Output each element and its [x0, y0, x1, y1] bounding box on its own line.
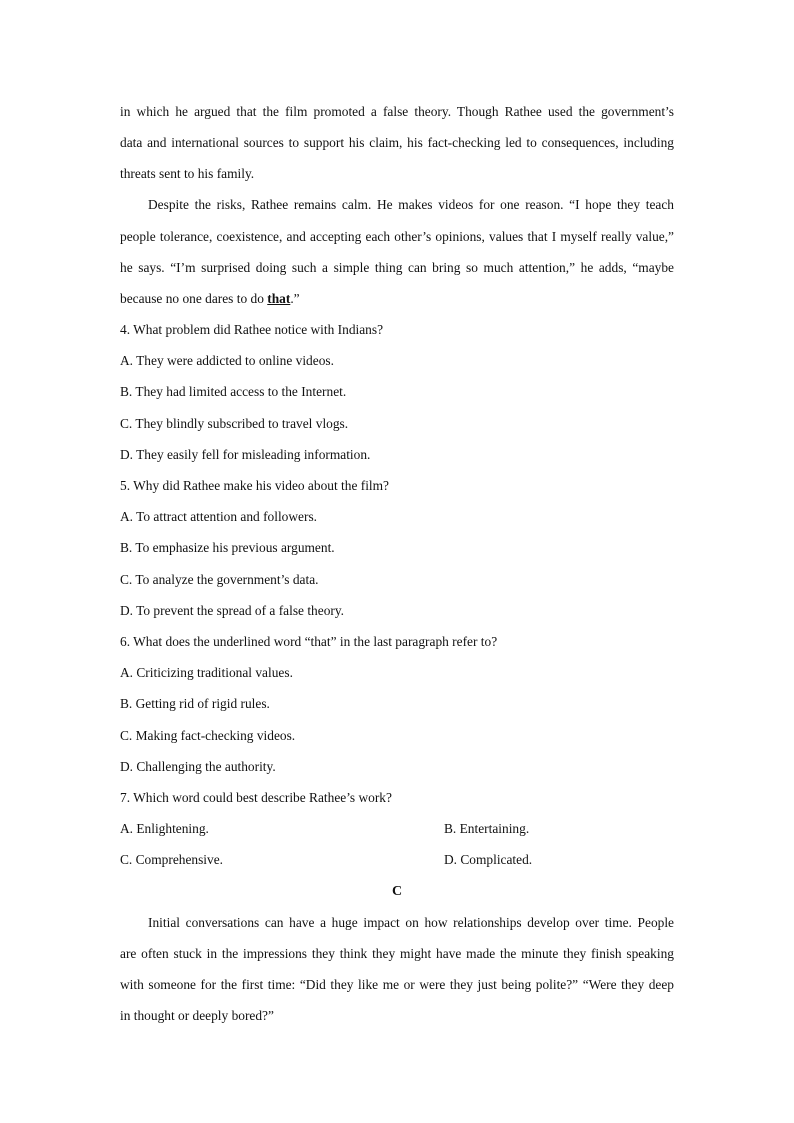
question-4: 4. What problem did Rathee notice with Indians? — [120, 322, 384, 337]
passage-b-p2-line-4 — [120, 290, 300, 308]
question-7: 7. Which word could best describe Rathee’s work? — [120, 790, 392, 805]
passage-b-p2-line-2: people tolerance, coexistence, and accepting each other’s opinions, values that I myself really value,” — [120, 229, 674, 244]
q5-option-d: D. To prevent the spread of a false theory. — [120, 603, 345, 618]
q6-option-a: A. Criticizing traditional values. — [120, 665, 293, 680]
q7-option-b: B. Entertaining. — [444, 821, 530, 836]
q4-option-a: A. They were addicted to online videos. — [120, 353, 334, 368]
q4-option-d: D. They easily fell for misleading information. — [120, 447, 371, 462]
passage-b-p1-line-1: in which he argued that the film promoted a false theory. Though Rathee used the government’s — [120, 104, 674, 119]
q7-option-c: C. Comprehensive. — [120, 852, 224, 867]
passage-b-p1-line-2: data and international sources to support his claim, his fact-checking led to consequences, including — [120, 135, 674, 150]
q7-option-a: A. Enlightening. — [120, 821, 209, 836]
question-5: 5. Why did Rathee make his video about the film? — [120, 478, 389, 493]
p2-line-4-after: .” — [290, 291, 300, 306]
question-6: 6. What does the underlined word “that” in the last paragraph refer to? — [120, 634, 498, 649]
q5-option-c: C. To analyze the government’s data. — [120, 572, 319, 587]
section-c-line-4: in thought or deeply bored?” — [120, 1008, 274, 1023]
section-c-line-2: are often stuck in the impressions they think they might have made the minute they finish speaking — [120, 946, 674, 961]
q7-option-d: D. Complicated. — [444, 852, 533, 867]
q5-option-b: B. To emphasize his previous argument. — [120, 540, 335, 555]
p2-line-4-before: because no one dares to do — [120, 291, 268, 306]
q4-option-c: C. They blindly subscribed to travel vlogs. — [120, 416, 349, 431]
passage-b-p1-line-3: threats sent to his family. — [120, 166, 255, 181]
q6-option-d: D. Challenging the authority. — [120, 759, 276, 774]
passage-b-p2-line-1: Despite the risks, Rathee remains calm. He makes videos for one reason. “I hope they teach — [148, 197, 674, 212]
q5-option-a: A. To attract attention and followers. — [120, 509, 318, 524]
section-c-heading: C — [391, 884, 403, 899]
q6-option-c: C. Making fact-checking videos. — [120, 728, 296, 743]
underlined-word-that: that — [267, 291, 291, 306]
q6-option-b: B. Getting rid of rigid rules. — [120, 696, 270, 711]
section-c-line-3: with someone for the first time: “Did they like me or were they just being polite?” “Were they deep — [120, 977, 674, 992]
section-c-line-1: Initial conversations can have a huge impact on how relationships develop over time. People — [148, 915, 674, 930]
passage-b-p2-line-3: he says. “I’m surprised doing such a simple thing can bring so much attention,” he adds, “maybe — [120, 260, 674, 275]
q4-option-b: B. They had limited access to the Internet. — [120, 384, 347, 399]
